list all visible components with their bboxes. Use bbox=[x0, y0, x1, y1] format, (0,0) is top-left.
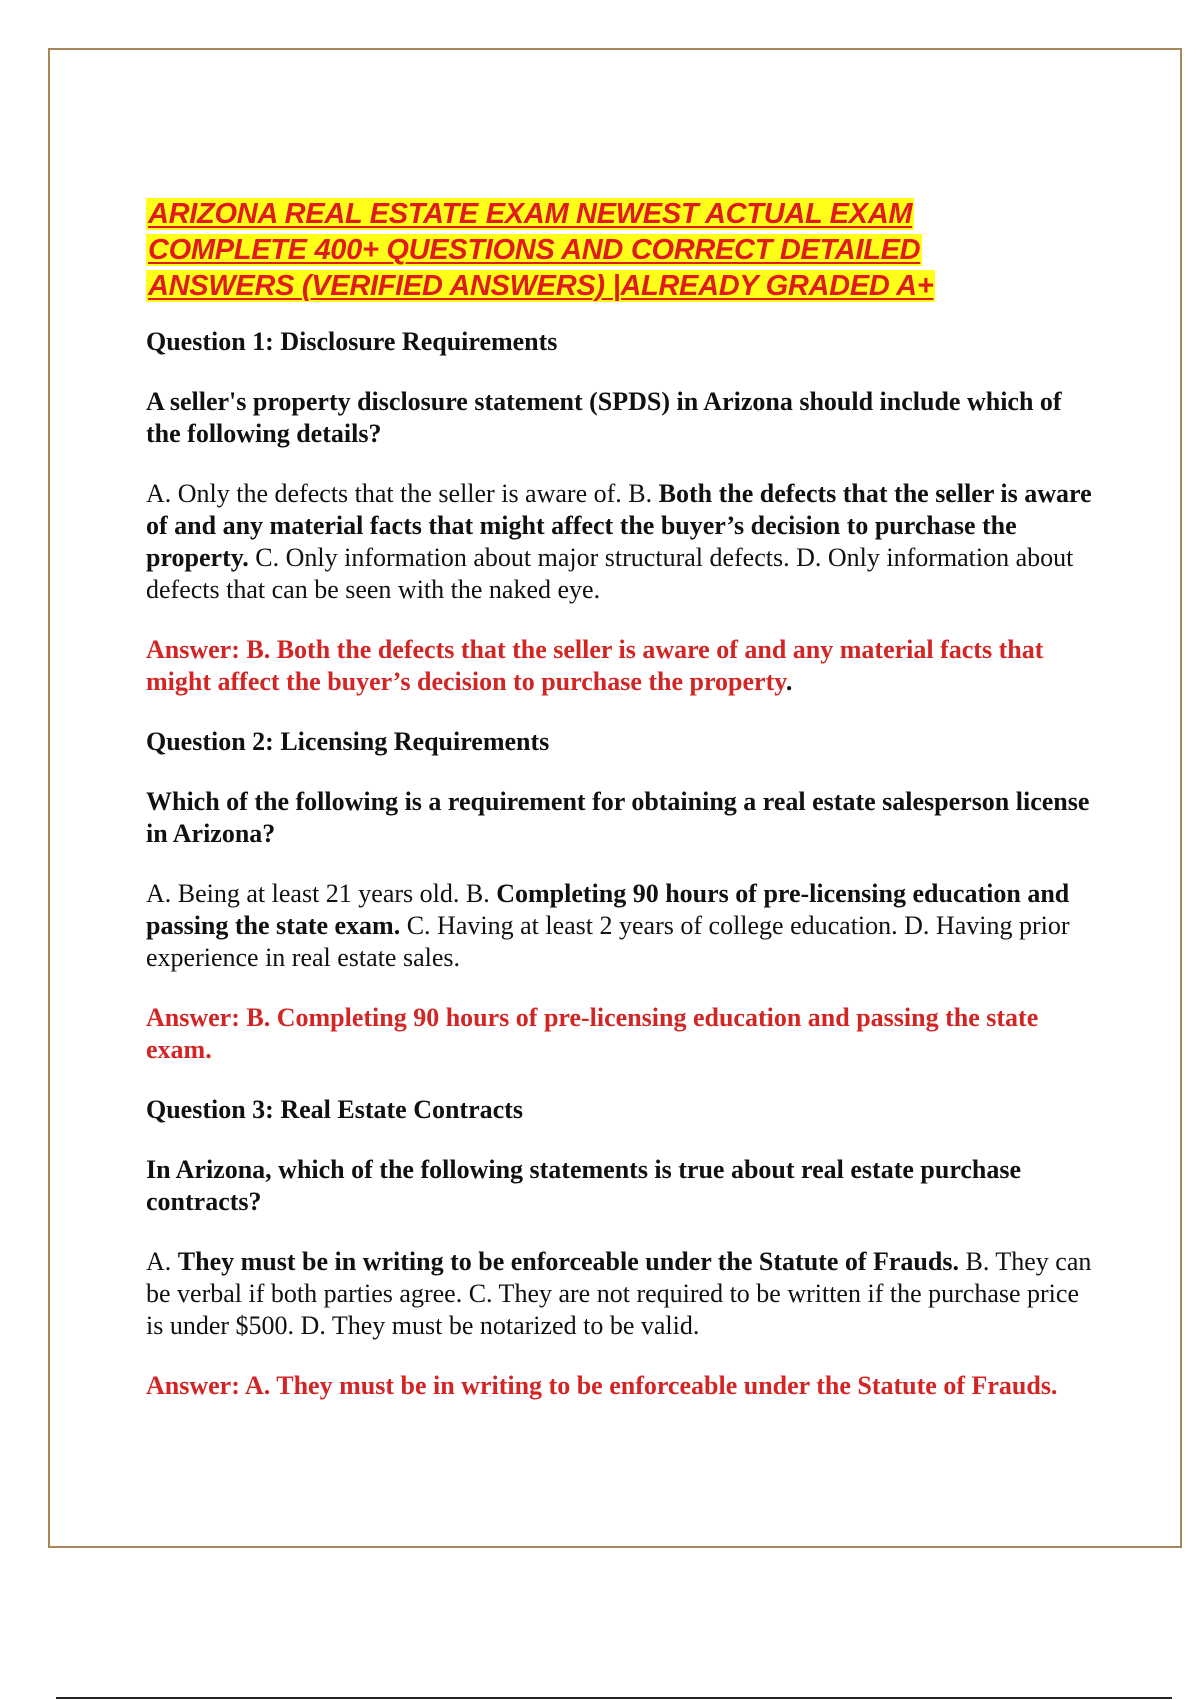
option-text-rest: C. Having at least 2 years of college education. D. Having prior experience in real estate sales. bbox=[146, 911, 1070, 972]
title-line-3: ANSWERS (VERIFIED ANSWERS) |ALREADY GRADED A+ bbox=[148, 270, 934, 302]
question-heading: Question 3: Real Estate Contracts bbox=[146, 1095, 523, 1124]
correct-option-text: Completing 90 hours of pre-licensing education and passing the state exam. bbox=[146, 879, 1070, 940]
correct-option-text: They must be in writing to be enforceable under the Statute of Frauds. bbox=[177, 1247, 959, 1276]
option-text-rest: C. Only information about major structural defects. D. Only information about defects that can be seen with the naked eye. bbox=[146, 543, 1074, 604]
option-text-rest: B. They can be verbal if both parties agree. C. They are not required to be written if the purchase price is under $500. D. They must be notarized to be valid. bbox=[146, 1247, 1092, 1340]
question-heading: Question 1: Disclosure Requirements bbox=[146, 327, 558, 356]
question-answer bbox=[146, 1002, 1096, 1066]
title-line-1: ARIZONA REAL ESTATE EXAM NEWEST ACTUAL EXAM bbox=[148, 198, 913, 230]
title-line-2: COMPLETE 400+ QUESTIONS AND CORRECT DETAILED bbox=[148, 234, 921, 266]
option-text: A. Being at least 21 years old. B. bbox=[146, 879, 497, 908]
question-options bbox=[146, 878, 1096, 974]
document-title bbox=[146, 196, 1096, 304]
question-prompt: In Arizona, which of the following statements is true about real estate purchase contracts? bbox=[146, 1155, 1022, 1216]
answer-end: . bbox=[785, 667, 793, 696]
footer-divider bbox=[56, 1697, 1172, 1699]
question-heading: Question 2: Licensing Requirements bbox=[146, 727, 550, 756]
question-block-2 bbox=[146, 726, 1096, 1066]
question-answer bbox=[146, 634, 1096, 698]
answer-text: Answer: A. They must be in writing to be enforceable under the Statute of Frauds. bbox=[146, 1371, 1058, 1400]
answer-text: Answer: B. Completing 90 hours of pre-licensing education and passing the state exam. bbox=[146, 1003, 1039, 1064]
question-prompt: Which of the following is a requirement for obtaining a real estate salesperson license in Arizona? bbox=[146, 787, 1090, 848]
document-body bbox=[146, 196, 1096, 1430]
question-options bbox=[146, 1246, 1096, 1342]
correct-option-text: Both the defects that the seller is aware of and any material facts that might affect the buyer’s decision to purchase the property. bbox=[146, 479, 1092, 572]
option-text: A. Only the defects that the seller is aware of. B. bbox=[146, 479, 659, 508]
question-answer bbox=[146, 1370, 1096, 1402]
option-text: A. bbox=[146, 1247, 178, 1276]
answer-text: Answer: B. Both the defects that the seller is aware of and any material facts that might affect the buyer’s decision to purchase the property bbox=[146, 635, 1044, 696]
question-options bbox=[146, 478, 1096, 606]
question-prompt: A seller's property disclosure statement (SPDS) in Arizona should include which of the following details? bbox=[146, 387, 1062, 448]
question-block-3 bbox=[146, 1094, 1096, 1402]
question-block-1 bbox=[146, 326, 1096, 698]
